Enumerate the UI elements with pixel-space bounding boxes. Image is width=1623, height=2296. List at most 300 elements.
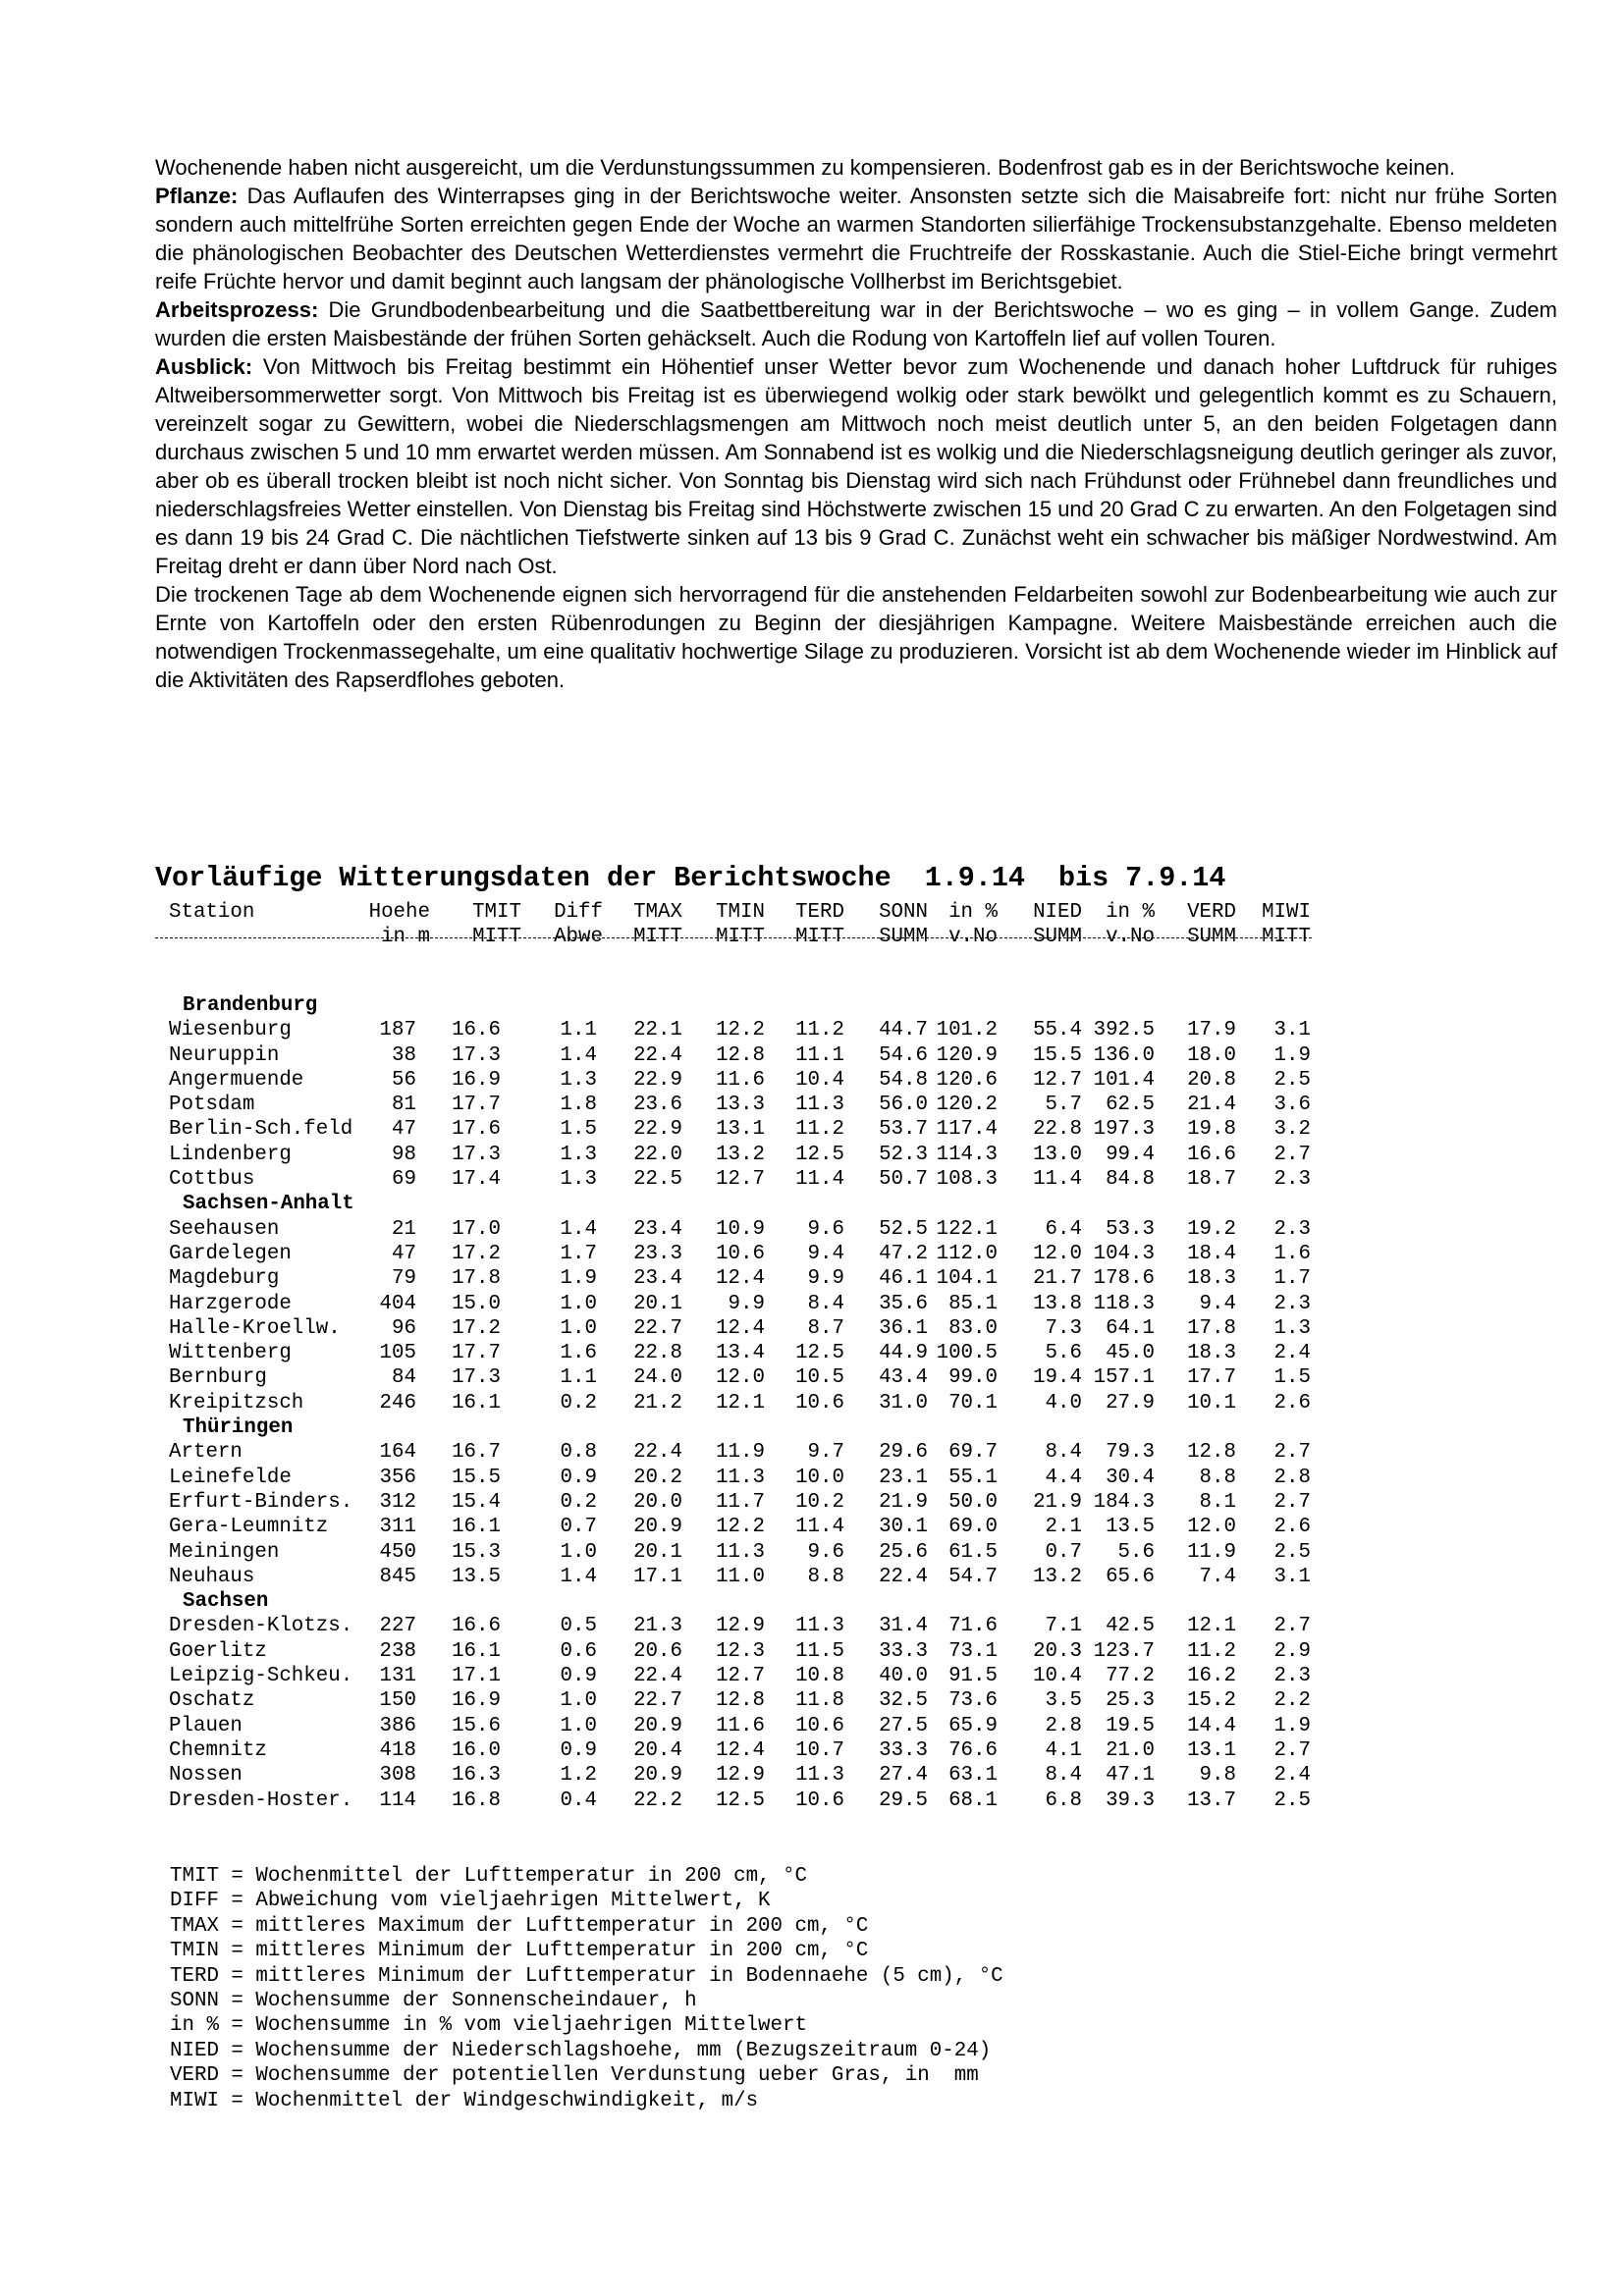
table-cell: 16.7 — [452, 1441, 501, 1465]
table-cell: 0.7 — [560, 1516, 597, 1539]
text-ausblick: Von Mittwoch bis Freitag bestimmt ein Höhentief unser Wetter bevor zum Wochenende und danach hoher Luftdruck für ruhiges Altweibersommerwetter sorgt. Von Mittwoch bis Freitag ist es überwiegend wolkig oder stark bewölkt und gelegentlich kommt es zu Schauern, vereinzelt sogar zu Gewittern, wobei die Niederschlagsmengen am Mittwoch noch meist deutlich unter 5, an den beiden Folgetagen dann durchaus zwischen 5 und 10 mm erwartet werden müssen. Am Sonnabend ist es wolkig und die Niederschlagsneigung deutlich geringer als zuvor, aber ob es überall trocken bleibt ist noch nicht sicher. Von Sonntag bis Dienstag wird sich nach Frühdunst oder Frühnebel dann freundliches und niederschlagsfreies Wetter einstellen. Von Dienstag bis Freitag sind Höchstwerte zwischen 15 und 20 Grad C zu erwarten. An den Folgetagen sind es dann 19 bis 24 Grad C. Die nächtlichen Tiefstwerte sinken auf 13 bis 9 Grad C. Zunächst weht ein schwacher bis mäßiger Nordwestwind. Am Freitag dreht er dann über Nord nach Ost. — [155, 354, 1557, 578]
table-cell: 39.3 — [1106, 1789, 1155, 1812]
table-cell: 12.5 — [716, 1789, 765, 1812]
legend-line: TMIN = mittleres Minimum der Lufttemperatur in 200 cm, °C — [170, 1940, 869, 1963]
table-row — [155, 1144, 1333, 1168]
table-cell: 16.1 — [452, 1516, 501, 1539]
table-cell: 12.9 — [716, 1615, 765, 1638]
table-cell: 21.0 — [1106, 1738, 1155, 1762]
table-cell: 13.8 — [1033, 1292, 1082, 1315]
table-row — [155, 1516, 1333, 1540]
table-cell: 13.4 — [716, 1342, 765, 1365]
table-cell: 25.6 — [879, 1540, 928, 1564]
table-cell: 1.0 — [560, 1714, 597, 1737]
legend-line: TMAX = mittleres Maximum der Lufttemperatur in 200 cm, °C — [170, 1914, 869, 1938]
table-cell: 9.8 — [1199, 1764, 1236, 1788]
table-cell: 19.5 — [1106, 1714, 1155, 1737]
table-cell: 4.4 — [1045, 1466, 1082, 1489]
table-cell: 70.1 — [948, 1391, 998, 1415]
table-cell: 11.7 — [716, 1490, 765, 1514]
table-cell: 12.0 — [1033, 1242, 1082, 1265]
table-cell: 12.5 — [795, 1342, 844, 1365]
station-name: Angermuende — [169, 1068, 304, 1092]
station-name: Halle-Kroellw. — [169, 1316, 341, 1340]
table-cell: 73.6 — [948, 1689, 998, 1713]
table-cell: 11.4 — [795, 1168, 844, 1192]
table-cell: 11.1 — [795, 1043, 844, 1067]
table-row — [155, 1615, 1333, 1639]
table-cell: 11.3 — [716, 1540, 765, 1564]
table-cell: 16.9 — [452, 1068, 501, 1092]
table-cell: 21.4 — [1187, 1094, 1236, 1117]
table-cell: 2.5 — [1273, 1789, 1311, 1812]
table-row — [155, 1392, 1333, 1416]
station-name: Bernburg — [169, 1366, 267, 1390]
table-cell: 1.0 — [560, 1316, 597, 1340]
table-cell: 8.4 — [1045, 1441, 1082, 1465]
table-cell: 46.1 — [879, 1267, 928, 1291]
table-cell: 99.0 — [948, 1366, 998, 1390]
table-cell: 18.3 — [1187, 1267, 1236, 1291]
table-cell: 23.4 — [633, 1267, 682, 1291]
table-cell: 13.3 — [716, 1094, 765, 1117]
column-header: TMAX — [633, 901, 682, 924]
table-cell: 12.8 — [1187, 1441, 1236, 1465]
table-row — [155, 1715, 1333, 1739]
table-cell: 3.6 — [1273, 1094, 1311, 1117]
table-cell: 10.0 — [795, 1466, 844, 1489]
table-cell: 12.1 — [716, 1391, 765, 1415]
table-cell: 0.9 — [560, 1738, 597, 1762]
column-header: Station — [169, 901, 255, 924]
station-name: Cottbus — [169, 1168, 255, 1192]
table-cell: 33.3 — [879, 1738, 928, 1762]
table-cell: 1.4 — [560, 1043, 597, 1067]
column-header: Abwe — [554, 926, 603, 948]
station-name: Neuhaus — [169, 1565, 255, 1588]
table-cell: 0.9 — [560, 1665, 597, 1688]
table-cell: 5.7 — [1045, 1094, 1082, 1117]
table-cell: 0.6 — [560, 1639, 597, 1663]
table-cell: 11.9 — [716, 1441, 765, 1465]
table-cell: 104.3 — [1093, 1242, 1155, 1265]
table-cell: 15.3 — [452, 1540, 501, 1564]
table-cell: 50.0 — [948, 1490, 998, 1514]
column-header: SUMM — [1033, 926, 1082, 948]
table-cell: 1.3 — [560, 1068, 597, 1092]
station-name: Nossen — [169, 1764, 243, 1788]
table-row — [155, 1044, 1333, 1069]
table-cell: 20.1 — [633, 1540, 682, 1564]
table-cell: 10.9 — [716, 1217, 765, 1241]
table-cell: 44.9 — [879, 1342, 928, 1365]
table-cell: 16.6 — [452, 1615, 501, 1638]
table-cell: 11.9 — [1187, 1540, 1236, 1564]
column-header: in m — [381, 926, 430, 948]
table-cell: 6.8 — [1045, 1789, 1082, 1812]
table-cell: 227 — [379, 1615, 416, 1638]
column-header: Diff — [554, 901, 603, 924]
table-cell: 15.4 — [452, 1490, 501, 1514]
table-cell: 1.5 — [560, 1118, 597, 1142]
table-cell: 246 — [379, 1391, 416, 1415]
table-cell: 1.9 — [1273, 1714, 1311, 1737]
table-cell: 16.1 — [452, 1391, 501, 1415]
station-name: Wiesenburg — [169, 1019, 292, 1042]
table-cell: 11.0 — [716, 1565, 765, 1588]
table-cell: 120.6 — [936, 1068, 998, 1092]
table-cell: 10.2 — [795, 1490, 844, 1514]
table-cell: 50.7 — [879, 1168, 928, 1192]
table-row — [155, 1739, 1333, 1764]
column-header: NIED — [1033, 901, 1082, 924]
column-header: in % — [948, 901, 998, 924]
table-cell: 56 — [392, 1068, 416, 1092]
column-header: MITT — [472, 926, 521, 948]
legend — [170, 1864, 1250, 2113]
legend-line: MIWI = Wochenmittel der Windgeschwindigkeit, m/s — [170, 2089, 759, 2112]
table-cell: 1.8 — [560, 1094, 597, 1117]
table-cell: 120.9 — [936, 1043, 998, 1067]
table-cell: 2.3 — [1273, 1217, 1311, 1241]
table-cell: 13.2 — [716, 1143, 765, 1166]
column-header: TMIN — [716, 901, 765, 924]
table-cell: 0.9 — [560, 1466, 597, 1489]
station-name: Meiningen — [169, 1540, 280, 1564]
table-cell: 10.4 — [1033, 1665, 1082, 1688]
table-cell: 17.2 — [452, 1242, 501, 1265]
table-cell: 123.7 — [1093, 1639, 1155, 1663]
table-cell: 12.4 — [716, 1738, 765, 1762]
table-cell: 0.8 — [560, 1441, 597, 1465]
table-cell: 2.3 — [1273, 1168, 1311, 1192]
paragraph-pflanze — [155, 182, 1557, 295]
table-cell: 2.7 — [1273, 1615, 1311, 1638]
table-cell: 1.7 — [560, 1242, 597, 1265]
table-cell: 12.7 — [1033, 1068, 1082, 1092]
table-cell: 55.1 — [948, 1466, 998, 1489]
table-row — [155, 1491, 1333, 1516]
table-cell: 2.8 — [1045, 1714, 1082, 1737]
table-cell: 47.1 — [1106, 1764, 1155, 1788]
table-cell: 64.1 — [1106, 1316, 1155, 1340]
region-name: Thüringen — [183, 1416, 294, 1440]
table-row — [155, 1218, 1333, 1243]
table-cell: 10.7 — [795, 1738, 844, 1762]
table-cell: 27.9 — [1106, 1391, 1155, 1415]
table-cell: 47.2 — [879, 1242, 928, 1265]
station-name: Dresden-Klotzs. — [169, 1615, 353, 1638]
table-cell: 2.3 — [1273, 1665, 1311, 1688]
table-cell: 0.2 — [560, 1391, 597, 1415]
report-text — [155, 153, 1557, 694]
table-cell: 3.1 — [1273, 1565, 1311, 1588]
table-cell: 12.0 — [716, 1366, 765, 1390]
legend-line: SONN = Wochensumme der Sonnenscheindauer, h — [170, 1989, 697, 2012]
table-cell: 22.4 — [879, 1565, 928, 1588]
table-cell: 20.0 — [633, 1490, 682, 1514]
table-cell: 20.6 — [633, 1639, 682, 1663]
table-cell: 17.1 — [633, 1565, 682, 1588]
table-cell: 2.7 — [1273, 1738, 1311, 1762]
table-cell: 30.4 — [1106, 1466, 1155, 1489]
text-pflanze: Das Auflaufen des Winterrapses ging in der Berichtswoche weiter. Ansonsten setzte sich die Maisabreife fort: nicht nur frühe Sorten sondern auch mittelfrühe Sorten erreichten gegen Ende der Woche an warmen Standorten silierfähige Trockensubstanzgehalte. Ebenso meldeten die phänologischen Beobachter des Deutschen Wetterdienstes vermehrt die Fruchtreife der Rosskastanie. Auch die Stiel-Eiche bringt vermehrt reife Früchte hervor und damit beginnt auch langsam der phänologische Vollherbst im Berichtsgebiet. — [155, 184, 1557, 294]
table-cell: 12.2 — [716, 1516, 765, 1539]
table-cell: 62.5 — [1106, 1094, 1155, 1117]
table-cell: 13.0 — [1033, 1143, 1082, 1166]
table-cell: 22.4 — [633, 1043, 682, 1067]
paragraph-ausblick — [155, 352, 1557, 580]
table-cell: 12.7 — [716, 1665, 765, 1688]
table-cell: 2.5 — [1273, 1540, 1311, 1564]
legend-line: TMIT = Wochenmittel der Lufttemperatur in 200 cm, °C — [170, 1865, 807, 1888]
table-cell: 11.3 — [795, 1094, 844, 1117]
table-cell: 10.5 — [795, 1366, 844, 1390]
table-cell: 3.1 — [1273, 1019, 1311, 1042]
table-cell: 418 — [379, 1738, 416, 1762]
table-cell: 76.6 — [948, 1738, 998, 1762]
table-cell: 13.1 — [1187, 1738, 1236, 1762]
text-arbeitsprozess: Die Grundbodenbearbeitung und die Saatbettbereitung war in der Berichtswoche – wo es ging – in vollem Gange. Zudem wurden die ersten Maisbestände der frühen Sorten gehäckselt. Auch die Rodung von Kartoffeln lief auf vollen Touren. — [155, 297, 1557, 350]
table-cell: 42.5 — [1106, 1615, 1155, 1638]
table-cell: 8.8 — [807, 1565, 844, 1588]
table-row — [155, 1094, 1333, 1118]
table-cell: 17.6 — [452, 1118, 501, 1142]
table-cell: 23.3 — [633, 1242, 682, 1265]
table-cell: 6.4 — [1045, 1217, 1082, 1241]
column-header: MIWI — [1262, 901, 1311, 924]
table-cell: 17.8 — [1187, 1316, 1236, 1340]
table-cell: 10.6 — [795, 1714, 844, 1737]
table-cell: 77.2 — [1106, 1665, 1155, 1688]
table-cell: 17.8 — [452, 1267, 501, 1291]
table-cell: 22.8 — [633, 1342, 682, 1365]
table-cell: 13.5 — [452, 1565, 501, 1588]
table-cell: 392.5 — [1093, 1019, 1155, 1042]
table-cell: 23.1 — [879, 1466, 928, 1489]
region-header — [155, 994, 1333, 1019]
table-cell: 8.7 — [807, 1316, 844, 1340]
table-cell: 20.1 — [633, 1292, 682, 1315]
table-cell: 16.8 — [452, 1789, 501, 1812]
table-cell: 15.0 — [452, 1292, 501, 1315]
table-cell: 1.1 — [560, 1366, 597, 1390]
table-cell: 29.5 — [879, 1789, 928, 1812]
table-cell: 0.5 — [560, 1615, 597, 1638]
table-cell: 65.6 — [1106, 1565, 1155, 1588]
legend-line: TERD = mittleres Minimum der Lufttemperatur in Bodennaehe (5 cm), °C — [170, 1964, 1003, 1988]
table-cell: 71.6 — [948, 1615, 998, 1638]
table-cell: 2.9 — [1273, 1639, 1311, 1663]
table-cell: 308 — [379, 1764, 416, 1788]
table-row — [155, 1764, 1333, 1789]
table-cell: 69 — [392, 1168, 416, 1192]
table-cell: 14.4 — [1187, 1714, 1236, 1737]
table-cell: 19.8 — [1187, 1118, 1236, 1142]
table-header-row-1 — [155, 901, 1333, 926]
table-cell: 104.1 — [936, 1267, 998, 1291]
table-cell: 101.4 — [1093, 1068, 1155, 1092]
table-cell: 1.2 — [560, 1764, 597, 1788]
station-name: Plauen — [169, 1714, 243, 1737]
table-cell: 13.1 — [716, 1118, 765, 1142]
table-cell: 20.8 — [1187, 1068, 1236, 1092]
table-cell: 21.3 — [633, 1615, 682, 1638]
region-header — [155, 1590, 1333, 1615]
table-cell: 178.6 — [1093, 1267, 1155, 1291]
table-cell: 73.1 — [948, 1639, 998, 1663]
table-cell: 1.0 — [560, 1689, 597, 1713]
table-cell: 54.7 — [948, 1565, 998, 1588]
table-cell: 20.9 — [633, 1714, 682, 1737]
table-cell: 117.4 — [936, 1118, 998, 1142]
table-cell: 22.9 — [633, 1118, 682, 1142]
table-cell: 52.3 — [879, 1143, 928, 1166]
table-row — [155, 1541, 1333, 1566]
table-cell: 22.8 — [1033, 1118, 1082, 1142]
table-cell: 118.3 — [1093, 1292, 1155, 1315]
table-cell: 40.0 — [879, 1665, 928, 1688]
table-cell: 2.6 — [1273, 1391, 1311, 1415]
station-name: Kreipitzsch — [169, 1391, 304, 1415]
table-cell: 386 — [379, 1714, 416, 1737]
table-cell: 98 — [392, 1143, 416, 1166]
table-cell: 8.8 — [1199, 1466, 1236, 1489]
table-cell: 9.4 — [1199, 1292, 1236, 1315]
legend-line: VERD = Wochensumme der potentiellen Verdunstung ueber Gras, in mm — [170, 2064, 979, 2088]
table-cell: 22.7 — [633, 1689, 682, 1713]
table-cell: 11.4 — [795, 1516, 844, 1539]
table-cell: 0.2 — [560, 1490, 597, 1514]
table-cell: 24.0 — [633, 1366, 682, 1390]
table-cell: 12.8 — [716, 1689, 765, 1713]
table-cell: 21 — [392, 1217, 416, 1241]
station-name: Dresden-Hoster. — [169, 1789, 353, 1812]
table-cell: 22.4 — [633, 1665, 682, 1688]
column-header: in % — [1106, 901, 1155, 924]
table-cell: 1.4 — [560, 1217, 597, 1241]
table-cell: 35.6 — [879, 1292, 928, 1315]
table-cell: 11.6 — [716, 1714, 765, 1737]
station-name: Artern — [169, 1441, 243, 1465]
table-cell: 16.6 — [1187, 1143, 1236, 1166]
table-cell: 3.2 — [1273, 1118, 1311, 1142]
table-cell: 44.7 — [879, 1019, 928, 1042]
table-cell: 12.2 — [716, 1019, 765, 1042]
table-cell: 150 — [379, 1689, 416, 1713]
table-cell: 22.1 — [633, 1019, 682, 1042]
station-name: Gera-Leumnitz — [169, 1516, 329, 1539]
table-row — [155, 1069, 1333, 1094]
table-cell: 0.7 — [1045, 1540, 1082, 1564]
table-cell: 27.5 — [879, 1714, 928, 1737]
table-cell: 18.4 — [1187, 1242, 1236, 1265]
region-header — [155, 1416, 1333, 1441]
table-cell: 1.4 — [560, 1565, 597, 1588]
table-cell: 4.0 — [1045, 1391, 1082, 1415]
table-row — [155, 1441, 1333, 1466]
table-cell: 38 — [392, 1043, 416, 1067]
table-cell: 22.4 — [633, 1441, 682, 1465]
column-header: v.No — [1106, 926, 1155, 948]
table-cell: 1.6 — [1273, 1242, 1311, 1265]
table-cell: 2.7 — [1273, 1490, 1311, 1514]
station-name: Berlin-Sch.feld — [169, 1118, 353, 1142]
table-cell: 120.2 — [936, 1094, 998, 1117]
table-cell: 47 — [392, 1242, 416, 1265]
table-cell: 2.5 — [1273, 1068, 1311, 1092]
table-cell: 11.6 — [716, 1068, 765, 1092]
table-cell: 53.7 — [879, 1118, 928, 1142]
station-name: Harzgerode — [169, 1292, 292, 1315]
table-cell: 18.0 — [1187, 1043, 1236, 1067]
table-cell: 12.1 — [1187, 1615, 1236, 1638]
paragraph-final: Die trockenen Tage ab dem Wochenende eignen sich hervorragend für die anstehenden Feldarbeiten sowohl zur Bodenbearbeitung wie auch zur Ernte von Kartoffeln oder den ersten Rübenrodungen zu Beginn der diesjährigen Kampagne. Weitere Maisbestände erreichen auch die notwendigen Trockenmassegehalte, um eine qualitativ hochwertige Silage zu produzieren. Vorsicht ist ab dem Wochenende wieder im Hinblick auf die Aktivitäten des Rapserdflohes geboten. — [155, 582, 1557, 692]
table-cell: 17.7 — [452, 1094, 501, 1117]
table-row — [155, 1640, 1333, 1665]
table-row — [155, 1467, 1333, 1491]
table-cell: 11.3 — [716, 1466, 765, 1489]
table-title: Vorläufige Witterungsdaten der Berichtswoche 1.9.14 bis 7.9.14 — [155, 862, 1226, 894]
table-cell: 17.2 — [452, 1316, 501, 1340]
table-cell: 17.0 — [452, 1217, 501, 1241]
table-cell: 68.1 — [948, 1789, 998, 1812]
table-cell: 21.9 — [879, 1490, 928, 1514]
table-cell: 10.1 — [1187, 1391, 1236, 1415]
table-cell: 11.5 — [795, 1639, 844, 1663]
label-arbeitsprozess: Arbeitsprozess: — [155, 297, 319, 322]
table-cell: 114.3 — [936, 1143, 998, 1166]
table-cell: 21.2 — [633, 1391, 682, 1415]
table-cell: 22.5 — [633, 1168, 682, 1192]
table-cell: 1.3 — [560, 1168, 597, 1192]
table-cell: 16.6 — [452, 1019, 501, 1042]
table-cell: 404 — [379, 1292, 416, 1315]
table-cell: 69.7 — [948, 1441, 998, 1465]
table-cell: 1.0 — [560, 1540, 597, 1564]
table-cell: 20.3 — [1033, 1639, 1082, 1663]
table-cell: 22.9 — [633, 1068, 682, 1092]
table-cell: 10.6 — [795, 1789, 844, 1812]
region-name: Sachsen — [183, 1590, 269, 1614]
table-cell: 5.6 — [1045, 1342, 1082, 1365]
table-cell: 12.9 — [716, 1764, 765, 1788]
station-name: Goerlitz — [169, 1639, 267, 1663]
table-cell: 79 — [392, 1267, 416, 1291]
table-cell: 17.3 — [452, 1366, 501, 1390]
table-row — [155, 1789, 1333, 1814]
table-cell: 79.3 — [1106, 1441, 1155, 1465]
column-header: Hoehe — [368, 901, 430, 924]
table-cell: 5.6 — [1117, 1540, 1155, 1564]
station-name: Lindenberg — [169, 1143, 292, 1166]
table-cell: 2.7 — [1273, 1441, 1311, 1465]
station-name: Erfurt-Binders. — [169, 1490, 353, 1514]
station-name: Magdeburg — [169, 1267, 280, 1291]
table-cell: 2.7 — [1273, 1143, 1311, 1166]
table-cell: 19.4 — [1033, 1366, 1082, 1390]
table-cell: 99.4 — [1106, 1143, 1155, 1166]
table-cell: 2.2 — [1273, 1689, 1311, 1713]
table-cell: 31.4 — [879, 1615, 928, 1638]
table-cell: 311 — [379, 1516, 416, 1539]
table-cell: 20.4 — [633, 1738, 682, 1762]
table-row — [155, 1118, 1333, 1143]
table-cell: 23.4 — [633, 1217, 682, 1241]
table-cell: 11.2 — [795, 1118, 844, 1142]
table-cell: 20.2 — [633, 1466, 682, 1489]
table-cell: 52.5 — [879, 1217, 928, 1241]
